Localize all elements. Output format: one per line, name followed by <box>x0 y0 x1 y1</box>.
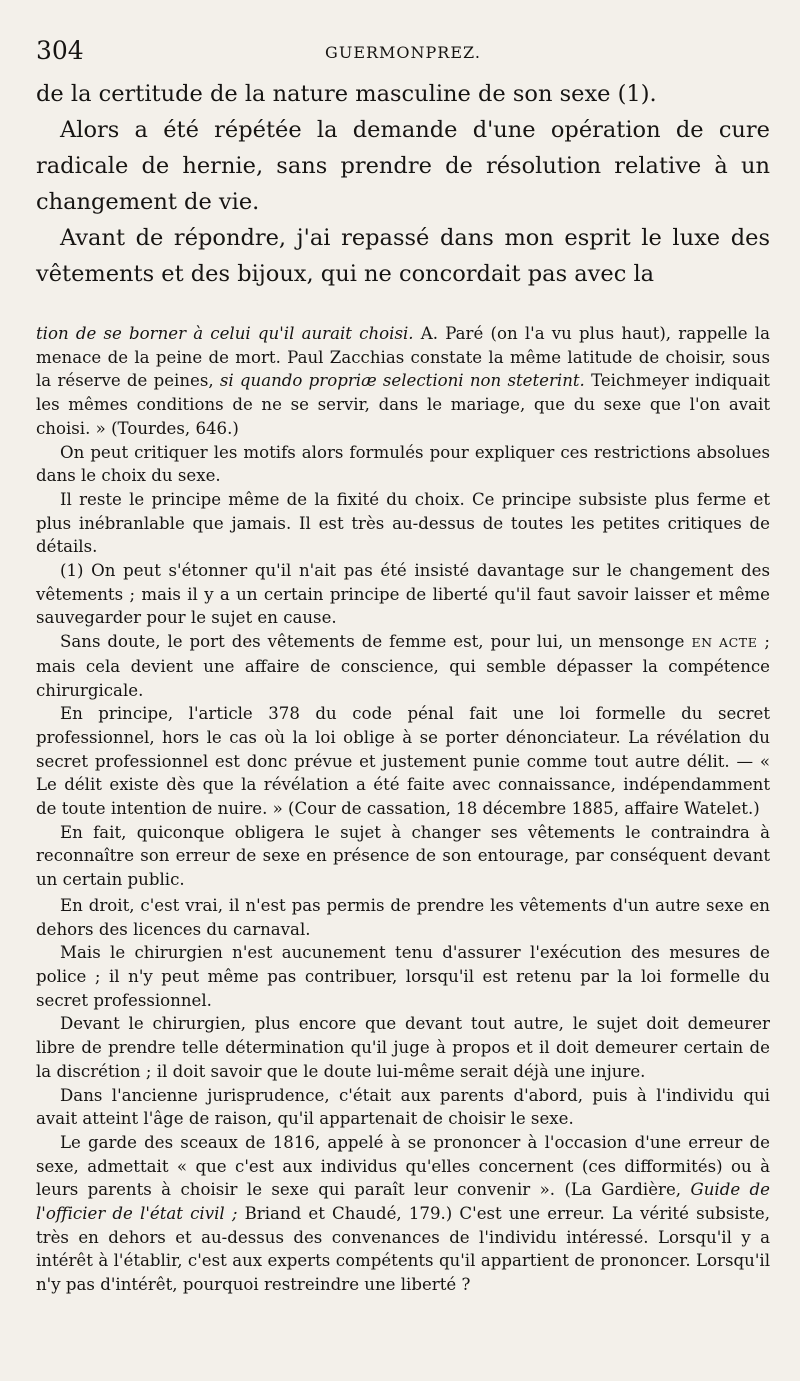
main-paragraph-3: Avant de répondre, j'ai repassé dans mon esprit le luxe des vêtements et des bijoux, qui ne concordait pas avec la <box>36 225 770 287</box>
page-header <box>36 36 770 76</box>
page-number: 304 <box>36 36 84 65</box>
note-italic-title: Guide de l'officier de l'état civil ; <box>36 1180 770 1224</box>
note-paragraph: Le garde des sceaux de 1816, appelé à se prononcer à l'occasion d'une erreur de sexe, admettait « que c'est aux individus qu'elles concernent (ces difformités) ou à leurs parents à choisir le sexe qui paraît leur convenir ». (La Gardière, Guide de l'officier de l'état civil ; Briand et Chaudé, 179.) C'est une erreur. La vérité subsiste, très en dehors et au-dessus des convenances de l'individu intéressé. Lorsqu'il y a intérêt à l'établir, c'est aux experts compétents qu'il appartient de prononcer. Lorsqu'il n'y pas d'intérêt, pourquoi restreindre une liberté ? <box>36 1132 770 1295</box>
note-paragraph: Il reste le principe même de la fixité du choix. Ce principe subsiste plus ferme et plus inébranlable que jamais. Il est très au-dessus de toutes les petites critiques de détails. <box>36 489 770 557</box>
note-paragraph: En principe, l'article 378 du code pénal fait une loi formelle du secret professionnel, hors le cas où la loi oblige à se porter dénonciateur. La révélation du secret professionnel est donc prévue et justement punie comme tout autre délit. — « Le délit existe dès que la révélation a été faite avec connaissance, indépendamment de toute intention de nuire. » (Cour de cassation, 18 décembre 1885, affaire Watelet.) <box>36 704 770 819</box>
note-italic-b: si quando propriæ selectioni non steterint. <box>219 371 585 391</box>
footnotes <box>36 322 770 1297</box>
running-title: GUERMONPREZ. <box>325 43 481 62</box>
main-paragraph-1: de la certitude de la nature masculine de son sexe (1). <box>36 81 657 107</box>
footnote-1: (1) On peut s'étonner qu'il n'ait pas été insisté davantage sur le changement des vêtements ; mais il y a un certain principe de liberté qu'il faut savoir laisser et même sauvegarder pour le sujet en cause. <box>36 561 770 628</box>
note-paragraph: Sans doute, le port des vêtements de femme est, pour lui, un mensonge EN ACTE ; mais cela devient une affaire de conscience, qui semble dépasser la compétence chirurgicale. <box>36 632 770 700</box>
main-text <box>36 76 770 292</box>
main-paragraph-2: Alors a été répétée la demande d'une opération de cure radicale de hernie, sans prendre de résolution relative à un changement de vie. <box>36 117 770 215</box>
note-paragraph: Devant le chirurgien, plus encore que devant tout autre, le sujet doit demeurer libre de prendre telle détermination qu'il juge à propos et il doit demeurer certain de la discrétion ; il doit savoir que le doute lui-même serait déjà une injure. <box>36 1014 770 1081</box>
note-paragraph: Mais le chirurgien n'est aucunement tenu d'assurer l'exécution des mesures de police ; il n'y peut même pas contribuer, lorsqu'il est retenu par la loi formelle du secret professionnel. <box>36 943 770 1010</box>
note-paragraph: En droit, c'est vrai, il n'est pas permis de prendre les vêtements d'un autre sexe en dehors des licences du carnaval. <box>36 895 770 939</box>
small-caps-text: EN ACTE <box>691 635 758 651</box>
notes-separator <box>36 292 770 322</box>
note-italic-a: tion de se borner à celui qu'il aurait choisi. <box>36 324 414 343</box>
note-continuation: tion de se borner à celui qu'il aurait choisi. A. Paré (on l'a vu plus haut), rappelle la menace de la peine de mort. Paul Zacchias constate la même latitude de choisir, sous la réserve de peines, si quando propriæ selectioni non steterint. Teichmeyer indiquait les mêmes conditions de ne se servir, dans le mariage, que du sexe que l'on avait choisi. » (Tourdes, 646.) <box>36 324 770 438</box>
note-paragraph: On peut critiquer les motifs alors formulés pour expliquer ces restrictions absolues dans le choix du sexe. <box>36 442 770 486</box>
note-paragraph: Dans l'ancienne jurisprudence, c'était aux parents d'abord, puis à l'individu qui avait atteint l'âge de raison, qu'il appartenait de choisir le sexe. <box>36 1085 770 1129</box>
note-paragraph: En fait, quiconque obligera le sujet à changer ses vêtements le contraindra à reconnaître son erreur de sexe en présence de son entourage, par conséquent devant un certain public. <box>36 822 770 890</box>
